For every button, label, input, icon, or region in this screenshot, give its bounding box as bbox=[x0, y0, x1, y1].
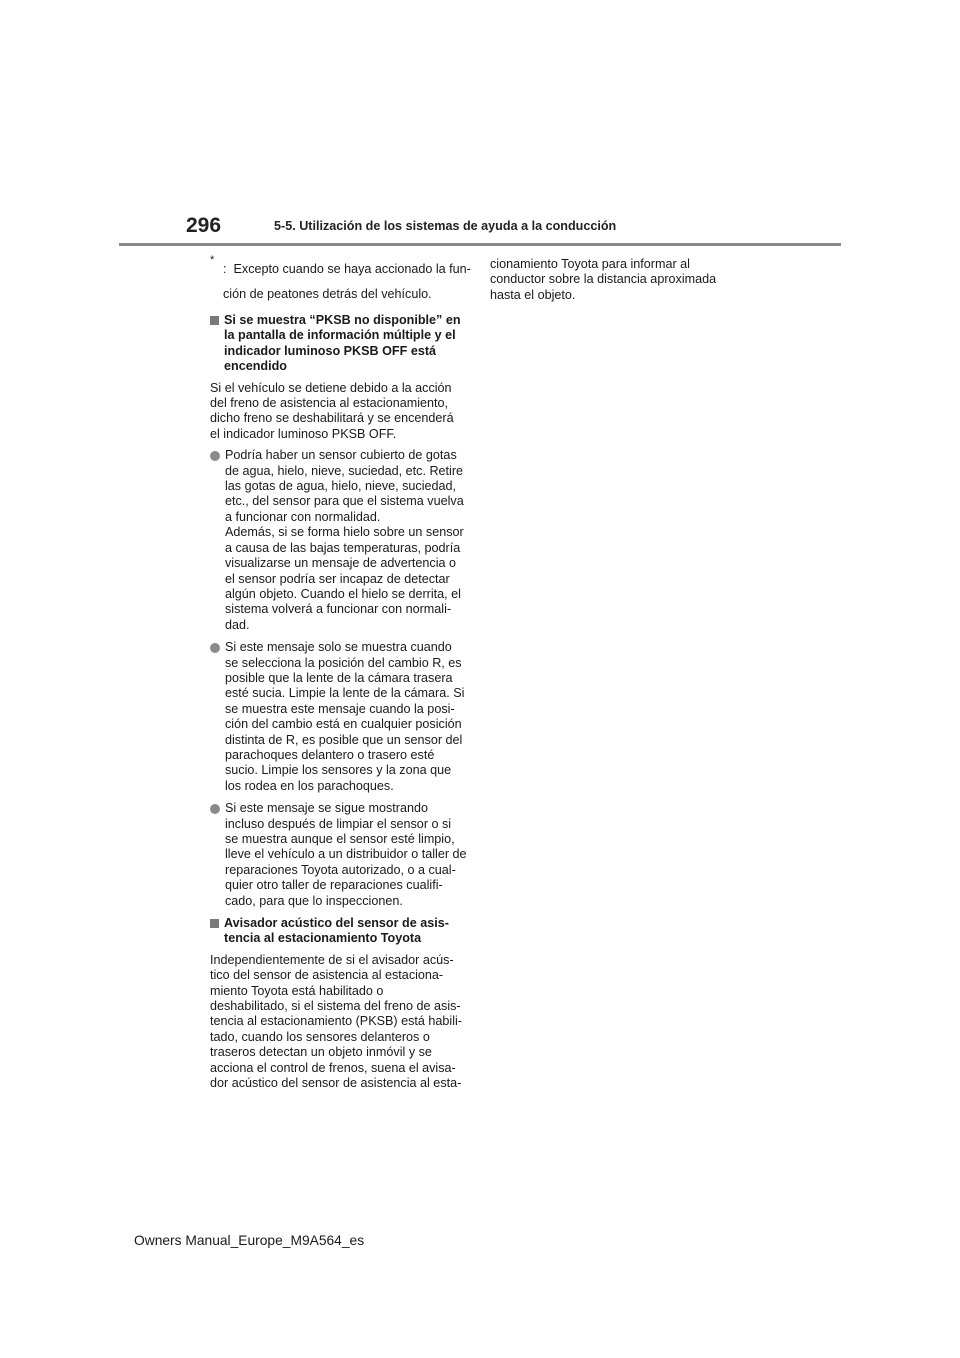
square-bullet-icon bbox=[210, 919, 219, 928]
text-line: de agua, hielo, nieve, suciedad, etc. Retire bbox=[225, 463, 464, 478]
footnote-text bbox=[223, 257, 472, 307]
circle-bullet-icon bbox=[210, 451, 220, 461]
text-line: a funcionar con normalidad. bbox=[225, 509, 381, 524]
text-line: se selecciona la posición del cambio R, es bbox=[225, 655, 462, 670]
page-number: 296 bbox=[186, 214, 222, 237]
text-line: conductor sobre la distancia aproximada bbox=[490, 272, 717, 287]
footer-doc-id: Owners Manual_Europe_M9A564_es bbox=[134, 1233, 365, 1248]
circle-bullet-icon bbox=[210, 804, 220, 814]
footnote-line-2: ción de peatones detrás del vehículo. bbox=[223, 287, 432, 301]
text-line: incluso después de limpiar el sensor o si bbox=[225, 816, 452, 831]
footnote-line-1: Excepto cuando se haya accionado la fun- bbox=[233, 262, 471, 276]
paragraph-continued bbox=[490, 257, 750, 303]
heading-line: indicador luminoso PKSB OFF está bbox=[224, 343, 437, 358]
bullet-item bbox=[210, 640, 472, 794]
text-line: deshabilitado, si el sistema del freno de asis- bbox=[210, 999, 461, 1014]
text-line: Además, si se forma hielo sobre un sensor bbox=[225, 525, 464, 540]
text-line: tico del sensor de asistencia al estaciona- bbox=[210, 968, 444, 983]
bullet-item bbox=[210, 801, 472, 909]
section-heading bbox=[210, 916, 472, 947]
text-line: Si el vehículo se detiene debido a la acción bbox=[210, 380, 452, 395]
text-line: las gotas de agua, hielo, nieve, suciedad, bbox=[225, 479, 457, 494]
text-line: dor acústico del sensor de asistencia al esta- bbox=[210, 1076, 462, 1091]
text-line: se muestra este mensaje cuando la posi- bbox=[225, 701, 455, 716]
text-line: acciona el control de frenos, suena el avisa- bbox=[210, 1060, 456, 1075]
left-column bbox=[210, 254, 472, 1098]
section-title: 5-5. Utilización de los sistemas de ayuda a la conducción bbox=[274, 219, 617, 233]
paragraph bbox=[210, 953, 472, 1092]
footnote-mark: * bbox=[210, 254, 215, 266]
text-line: cionamiento Toyota para informar al bbox=[490, 257, 690, 271]
text-line: dad. bbox=[225, 617, 250, 632]
text-line: cado, para que lo inspeccionen. bbox=[225, 893, 403, 908]
text-line: Podría haber un sensor cubierto de gotas bbox=[225, 448, 457, 463]
right-column bbox=[490, 257, 750, 309]
heading-line: la pantalla de información múltiple y el bbox=[224, 328, 456, 343]
paragraph bbox=[210, 381, 472, 443]
text-line: del freno de asistencia al estacionamiento, bbox=[210, 396, 449, 411]
text-line: a causa de las bajas temperaturas, podría bbox=[225, 540, 461, 555]
section-heading bbox=[210, 313, 472, 375]
text-line: Independientemente de si el avisador acús- bbox=[210, 952, 454, 967]
text-line: sucio. Limpie los sensores y la zona que bbox=[225, 763, 452, 778]
text-line: posible que la lente de la cámara trasera bbox=[225, 670, 453, 685]
text-line: algún objeto. Cuando el hielo se derrita, el bbox=[225, 586, 461, 601]
circle-bullet-icon bbox=[210, 643, 220, 653]
heading-line: Si se muestra “PKSB no disponible” en bbox=[224, 313, 461, 327]
text-line: lleve el vehículo a un distribuidor o taller de bbox=[225, 847, 467, 862]
text-line: el indicador luminoso PKSB OFF. bbox=[210, 426, 397, 441]
square-bullet-icon bbox=[210, 316, 219, 325]
heading-line: encendido bbox=[224, 359, 287, 374]
text-line: miento Toyota está habilitado o bbox=[210, 983, 384, 998]
text-line: ción del cambio está en cualquier posición bbox=[225, 717, 462, 732]
text-line: tado, cuando los sensores delanteros o bbox=[210, 1029, 430, 1044]
text-line: traseros detectan un objeto inmóvil y se bbox=[210, 1045, 432, 1060]
footnote bbox=[210, 254, 472, 307]
text-line: hasta el objeto. bbox=[490, 287, 576, 302]
bullet-item bbox=[210, 448, 472, 633]
text-line: dicho freno se deshabilitará y se encenderá bbox=[210, 411, 454, 426]
text-line: visualizarse un mensaje de advertencia o bbox=[225, 556, 457, 571]
text-line: parachoques delantero o trasero esté bbox=[225, 747, 435, 762]
text-line: distinta de R, es posible que un sensor del bbox=[225, 732, 463, 747]
text-line: Si este mensaje se sigue mostrando bbox=[225, 801, 429, 816]
heading-line: Avisador acústico del sensor de asis- bbox=[224, 916, 449, 931]
text-line: sistema volverá a funcionar con normali- bbox=[225, 602, 452, 617]
footnote-colon: : bbox=[223, 262, 227, 276]
text-line: se muestra aunque el sensor esté limpio, bbox=[225, 832, 455, 846]
text-line: tencia al estacionamiento (PKSB) está habili- bbox=[210, 1014, 463, 1029]
text-line: los rodea en los parachoques. bbox=[225, 778, 394, 793]
text-line: esté sucia. Limpie la lente de la cámara. Si bbox=[225, 686, 465, 701]
header-rule bbox=[119, 243, 841, 246]
text-line: Si este mensaje solo se muestra cuando bbox=[225, 640, 452, 655]
text-line: el sensor podría ser incapaz de detectar bbox=[225, 571, 450, 586]
heading-line: tencia al estacionamiento Toyota bbox=[224, 931, 422, 946]
text-line: etc., del sensor para que el sistema vuelva bbox=[225, 494, 464, 509]
text-line: quier otro taller de reparaciones cualifi- bbox=[225, 878, 443, 893]
text-line: reparaciones Toyota autorizado, o a cual- bbox=[225, 862, 456, 877]
